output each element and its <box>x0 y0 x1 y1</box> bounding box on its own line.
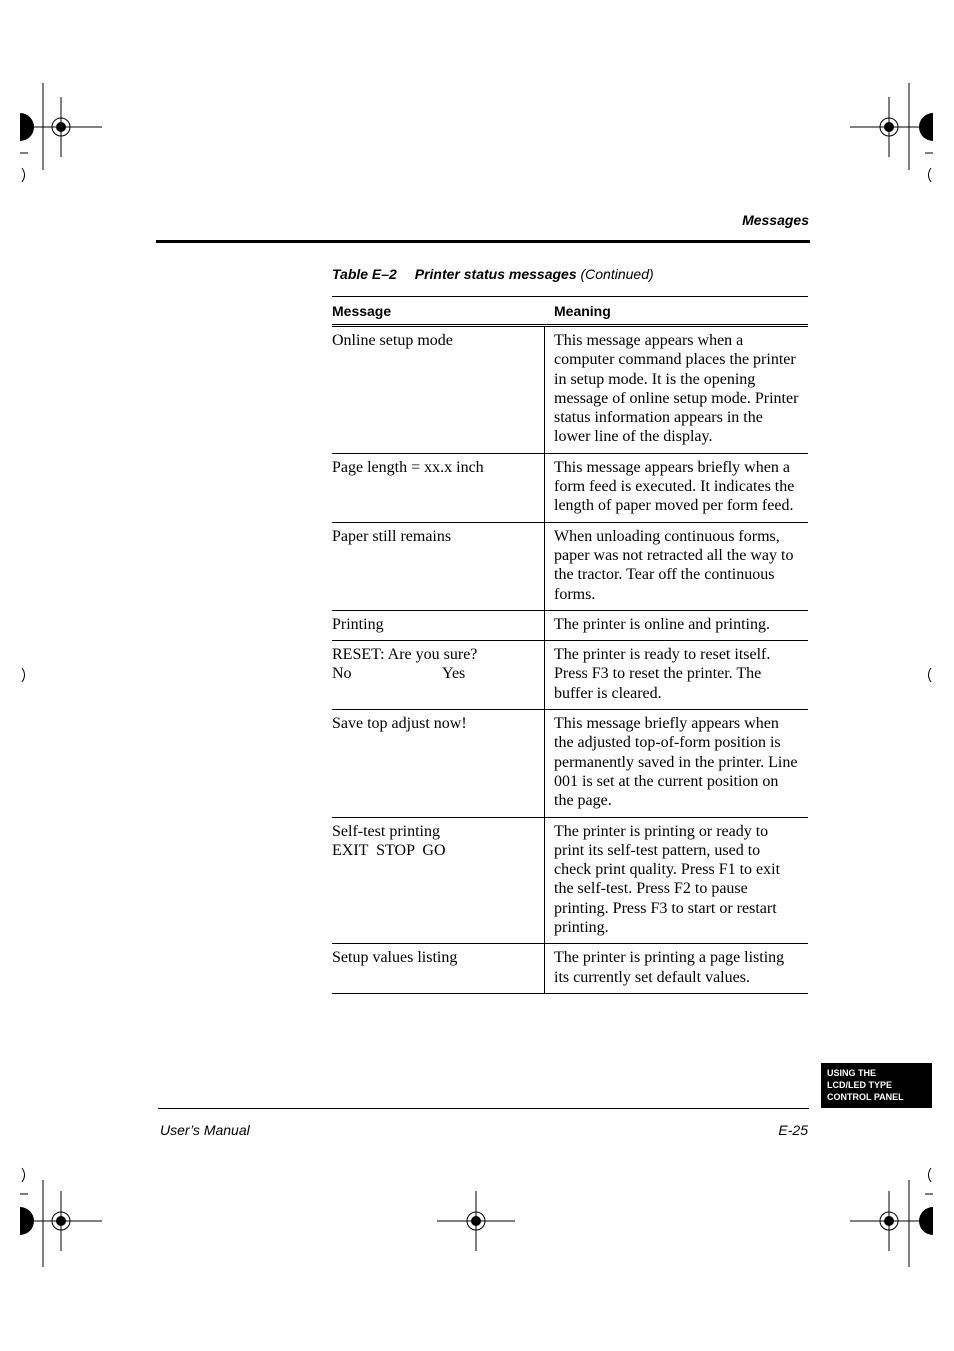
meaning-cell: This message appears when a computer command places the printer in setup mode. It is the opening message of online setup mode. Printer status information appears in the lower line of the display. <box>554 332 799 446</box>
table-caption-label: Table E–2 <box>332 266 397 282</box>
chapter-tab-line: LCD/LED TYPE <box>827 1080 893 1090</box>
table-caption <box>332 266 654 282</box>
message-cell <box>332 818 545 944</box>
table-row <box>332 641 808 710</box>
message-text: Online setup mode <box>332 332 453 349</box>
option-yes: Yes <box>442 665 466 683</box>
message-cell <box>332 454 545 522</box>
meaning-cell: The printer is printing or ready to print its self-test pattern, used to check print quality. Press F1 to exit the self-test. Press F2 to pause printing. Press F3 to start or restart printing. <box>554 822 781 937</box>
chapter-tab-line: CONTROL PANEL <box>827 1092 904 1102</box>
message-subtext: EXIT STOP GO <box>332 841 446 859</box>
meaning-cell: This message briefly appears when the adjusted top-of-form position is permanently saved in the printer. Line 001 is set at the current position on the page. <box>554 715 798 810</box>
table-caption-suffix: (Continued) <box>580 266 654 282</box>
option-no: No <box>332 665 352 683</box>
header-rule <box>156 240 810 243</box>
message-text: Page length = xx.x inch <box>332 458 484 476</box>
message-cell <box>332 611 545 640</box>
table-header <box>332 297 808 327</box>
footer-manual-title: User’s Manual <box>160 1122 250 1138</box>
meaning-cell: When unloading continuous forms, paper was not retracted all the way to the tractor. Tear off the continuous forms. <box>554 527 794 603</box>
message-cell <box>332 944 545 993</box>
message-text: Save top adjust now! <box>332 715 467 733</box>
message-cell <box>332 523 545 610</box>
message-text: Self-test printing <box>332 822 440 840</box>
table-row <box>332 523 808 611</box>
table-row <box>332 454 808 523</box>
message-options <box>332 664 536 683</box>
footer-rule <box>158 1108 809 1109</box>
status-messages-table <box>332 296 808 994</box>
meaning-cell: The printer is ready to reset itself. Press F3 to reset the printer. The buffer is cleared. <box>554 646 771 702</box>
message-text: Printing <box>332 615 384 633</box>
table-row <box>332 611 808 641</box>
table-row <box>332 710 808 817</box>
message-cell <box>332 641 545 709</box>
meaning-cell: This message appears briefly when a form feed is executed. It indicates the length of paper moved per form feed. <box>554 458 795 515</box>
chapter-tab <box>821 1063 932 1108</box>
table-caption-title: Printer status messages <box>414 266 577 282</box>
page-number: E-25 <box>778 1122 808 1138</box>
chapter-tab-line: USING THE <box>827 1068 877 1078</box>
table-row <box>332 818 808 945</box>
meaning-cell: The printer is printing a page listing its currently set default values. <box>554 949 785 986</box>
running-header: Messages <box>742 212 809 228</box>
message-cell <box>332 327 545 453</box>
column-header-meaning: Meaning <box>554 302 611 319</box>
meaning-cell: The printer is online and printing. <box>554 615 770 633</box>
table-row <box>332 327 808 454</box>
message-cell <box>332 710 545 816</box>
message-text: RESET: Are you sure? <box>332 646 478 664</box>
column-header-message: Message <box>332 302 392 319</box>
message-text: Paper still remains <box>332 527 452 545</box>
table-row <box>332 944 808 994</box>
message-text: Setup values listing <box>332 949 458 967</box>
